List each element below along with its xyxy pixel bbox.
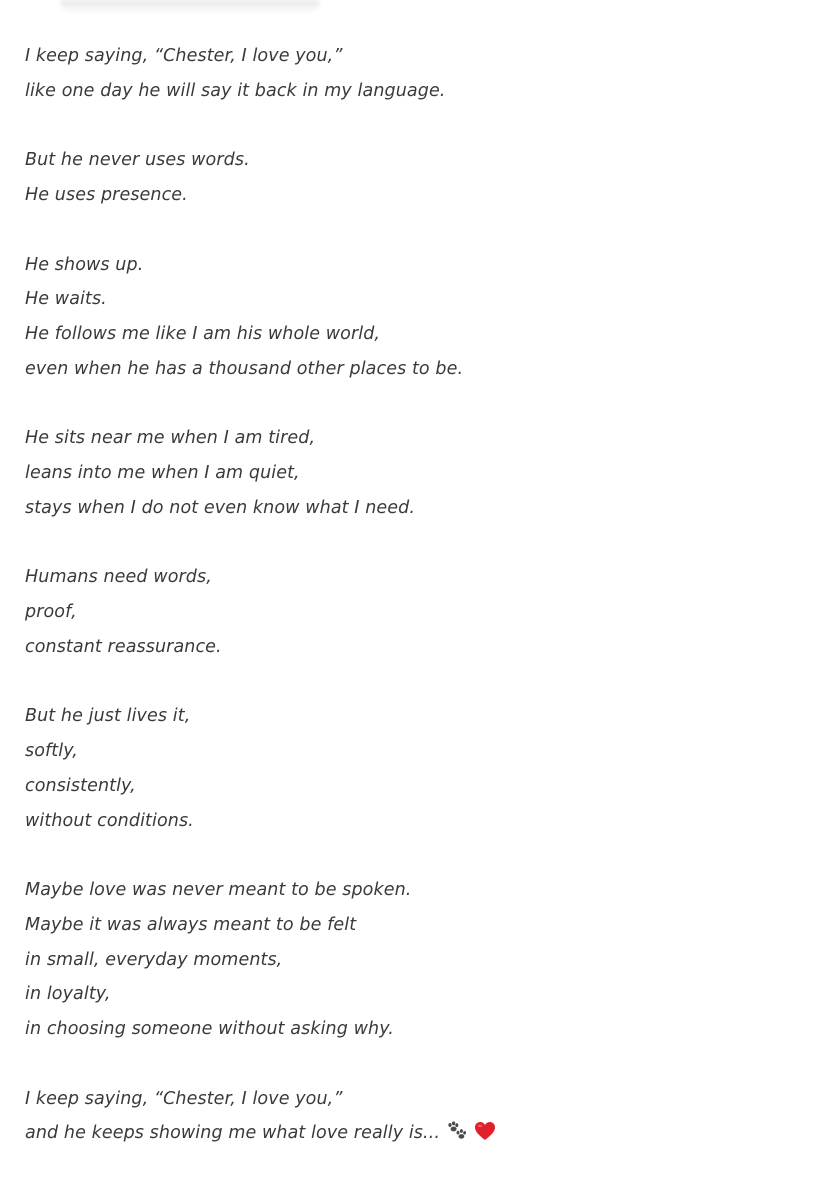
poem-line: in loyalty, (25, 984, 111, 1005)
stanza-1 (25, 44, 810, 114)
paw-prints-icon (446, 1121, 468, 1148)
stanza-2 (25, 148, 810, 218)
poem-last-line (25, 1121, 810, 1156)
top-shadow (60, 0, 320, 14)
stanza-6 (25, 704, 810, 843)
poem-line: constant reassurance. (25, 636, 222, 657)
stanza-7 (25, 878, 810, 1052)
poem-line: Maybe it was always meant to be felt (25, 914, 357, 935)
red-heart-icon (474, 1121, 496, 1148)
stanza-8 (25, 1087, 810, 1157)
poem-line: like one day he will say it back in my language. (25, 80, 446, 101)
poem-line: consistently, (25, 775, 136, 796)
poem-line: without conditions. (25, 810, 194, 831)
poem-text (25, 44, 810, 1156)
poem-line: in choosing someone without asking why. (25, 1019, 394, 1039)
poem-line: stays when I do not even know what I need. (25, 497, 416, 518)
poem-line: I keep saying, “Chester, I love you,” (25, 1088, 343, 1109)
poem-line: softly, (25, 741, 78, 761)
poem-line: He waits. (25, 289, 107, 310)
poem-line: But he just lives it, (25, 706, 191, 727)
poem-line: I keep saying, “Chester, I love you,” (25, 46, 343, 66)
poem-line: Maybe love was never meant to be spoken. (25, 880, 412, 900)
poem-line-text: and he keeps showing me what love really is... (25, 1123, 440, 1144)
poem-line: even when he has a thousand other places to be. (25, 358, 464, 379)
poem-line: But he never uses words. (25, 150, 250, 171)
stanza-5 (25, 565, 810, 669)
poem-line: in small, everyday moments, (25, 949, 283, 970)
poem-line: leans into me when I am quiet, (25, 463, 300, 483)
poem-line: proof, (25, 602, 77, 622)
poem-line: He shows up. (25, 254, 144, 275)
poem-line: He follows me like I am his whole world, (25, 324, 381, 344)
poem-line: He uses presence. (25, 185, 188, 205)
poem-line: He sits near me when I am tired, (25, 428, 316, 449)
stanza-3 (25, 253, 810, 392)
stanza-4 (25, 426, 810, 530)
poem-line: Humans need words, (25, 567, 212, 588)
